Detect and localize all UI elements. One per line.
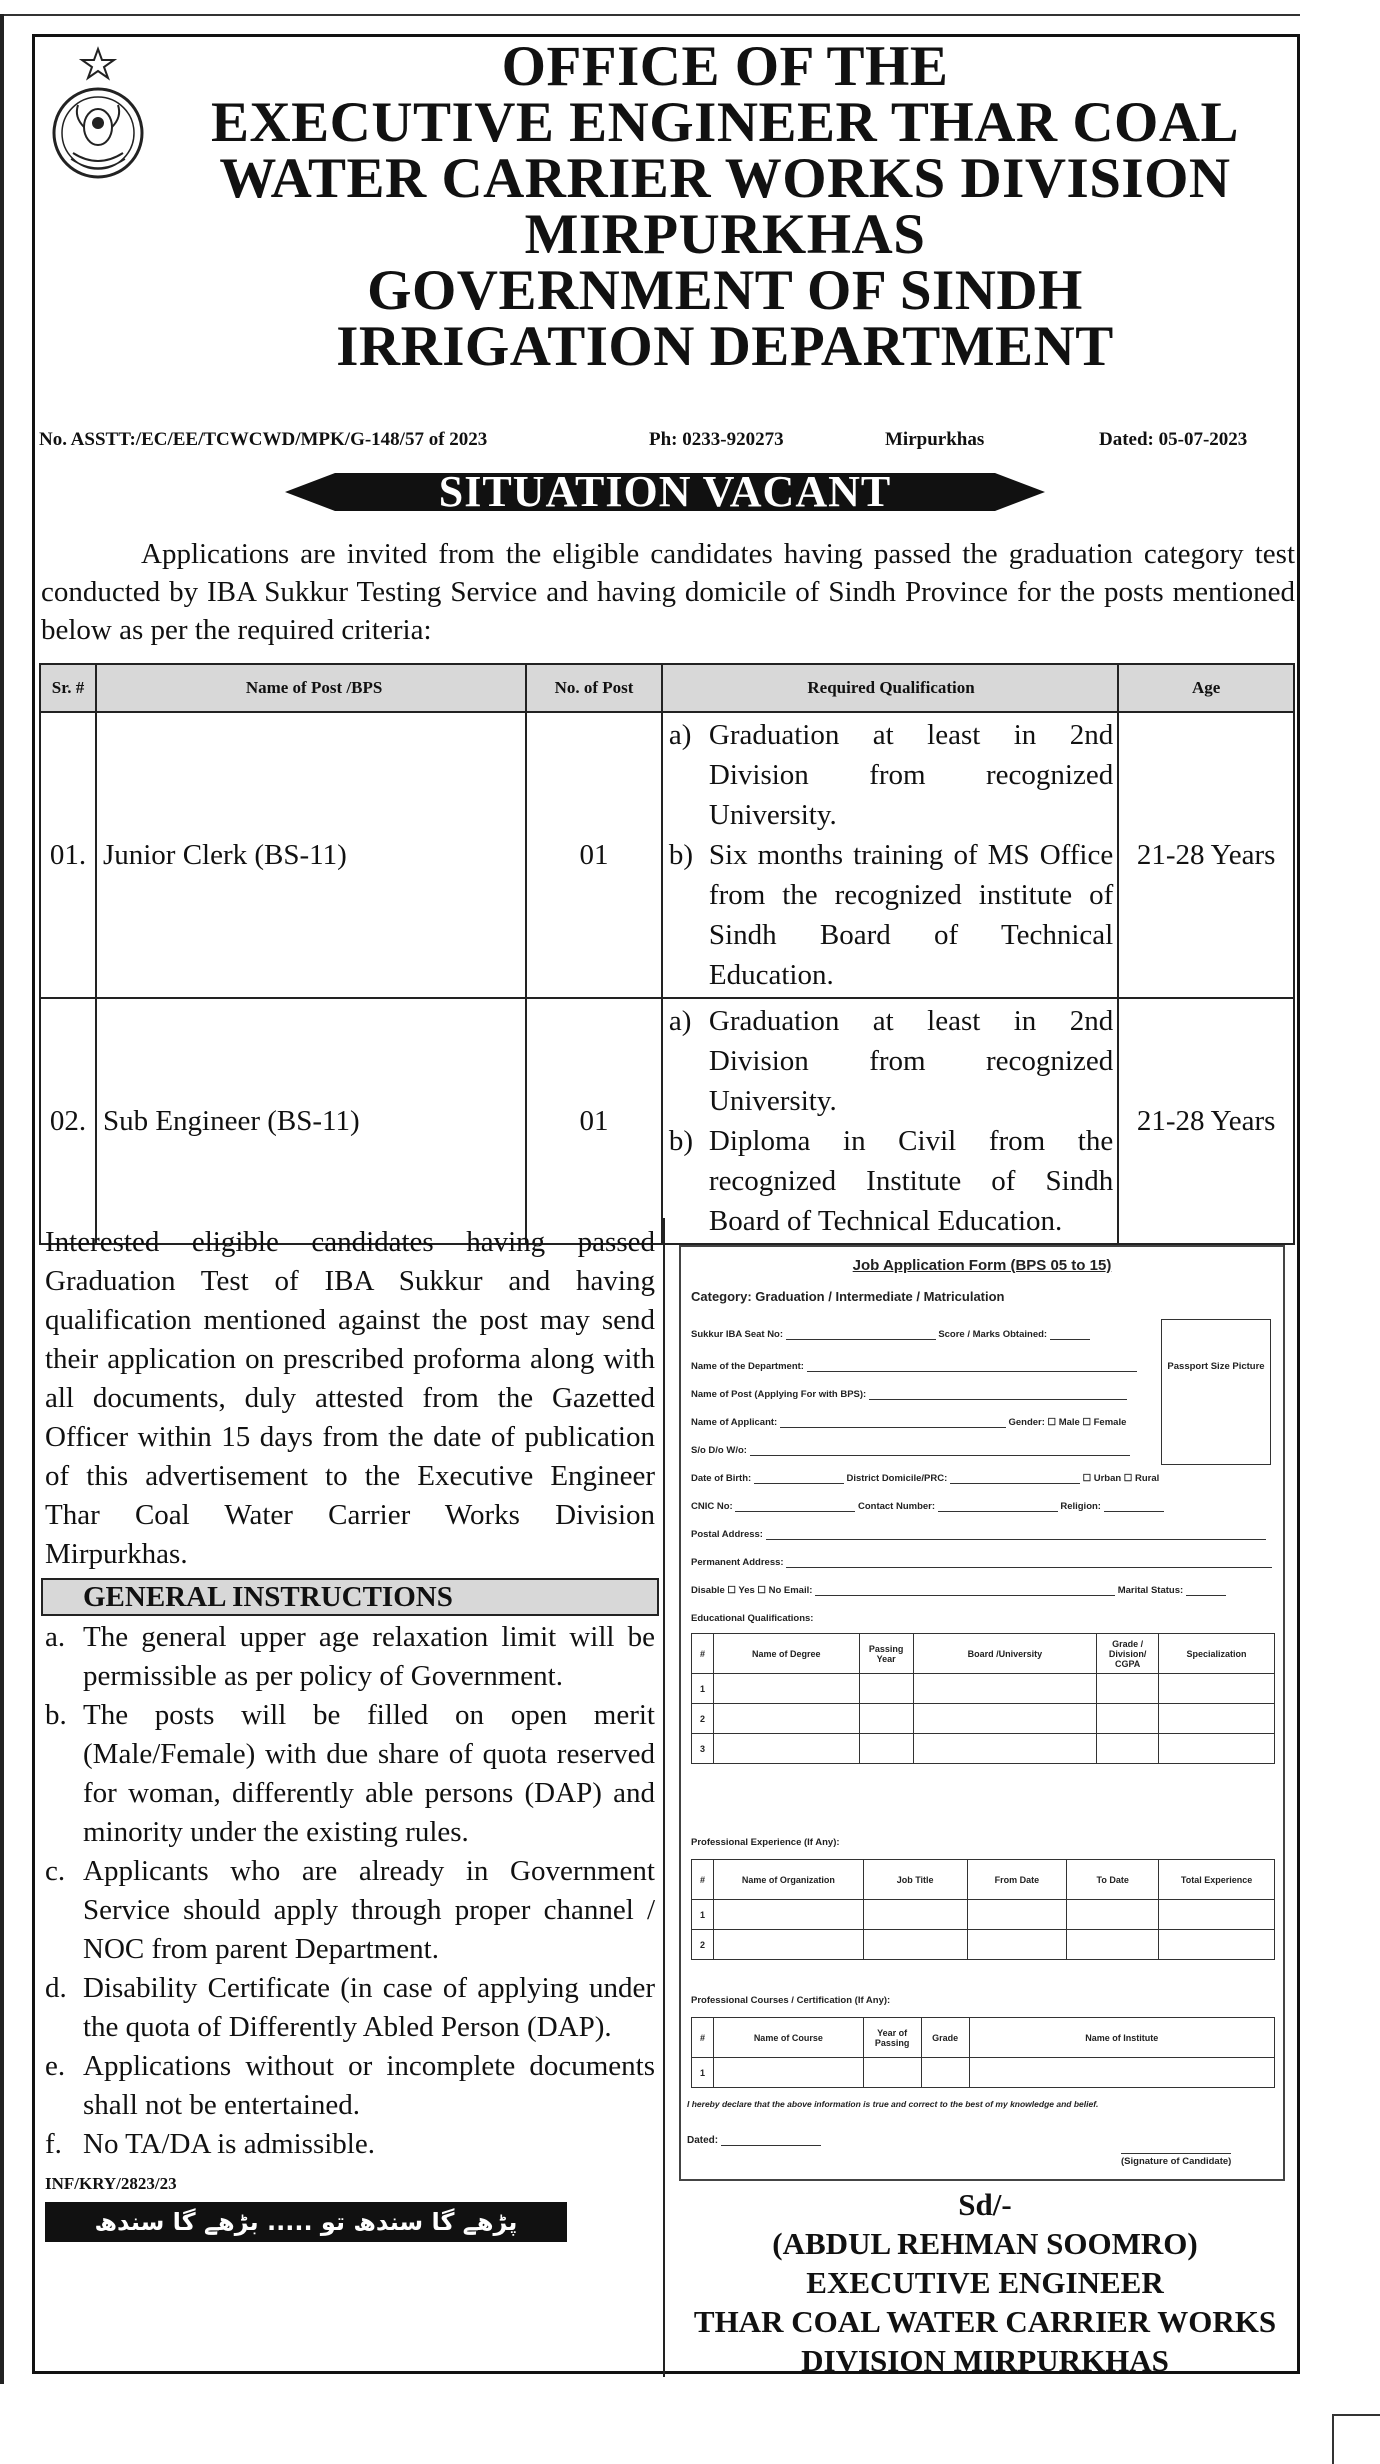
cell-sr: 02. [40,998,96,1244]
job-application-form [679,1245,1285,2181]
exp-row-number: 2 [692,1930,714,1960]
signatory-title: EXECUTIVE ENGINEER [806,2265,1164,2300]
posts-table-header [40,664,1294,712]
instruction-text: Applicants who are already in Government Service should apply through proper channel / NOC from parent Department. [83,1855,655,1965]
instruction-text: The general upper age relaxation limit will be permissible as per policy of Government. [83,1621,655,1692]
courses-table [691,2017,1275,2088]
experience-header-row [692,1860,1275,1900]
form-category: Category: Graduation / Intermediate / Matriculation [691,1289,1005,1304]
cell-age: 21-28 Years [1118,712,1294,998]
table-row [692,1704,1275,1734]
phone-number: Ph: 0233-920273 [649,429,784,450]
intro-paragraph [41,535,1295,649]
form-row-cnic [691,1501,1164,1512]
situation-vacant-banner [285,467,1045,517]
header-line-6: IRRIGATION DEPARTMENT [336,315,1114,378]
table-row [692,1930,1275,1960]
header-line-1: OFFICE OF THE [501,35,949,98]
form-row-post [691,1389,1127,1400]
reference-number: No. ASSTT:/EC/EE/TCWCWD/MPK/G-148/57 of 2023 [39,429,488,450]
col-no: No. of Post [526,664,662,712]
posts-table [39,663,1295,1245]
qualification-item [669,1001,1113,1121]
form-row-disable [691,1585,1226,1596]
edu-row-number: 3 [692,1734,714,1764]
cell-no: 01 [526,712,662,998]
post-label: Name of Post (Applying For with BPS): [691,1389,867,1400]
table-row [40,998,1294,1244]
inf-reference-code: INF/KRY/2823/23 [45,2174,177,2193]
left-column [45,1223,655,2242]
qualification-text: Graduation at least in 2nd Division from recognized University. [708,719,1114,831]
exp-col: Job Title [863,1860,967,1900]
experience-heading: Professional Experience (If Any): [691,1837,840,1848]
contact-label: Contact Number: [857,1501,936,1512]
instruction-label: e. [45,2050,66,2082]
course-row-number: 1 [692,2058,714,2088]
urban-rural-label: ☐ Urban ☐ Rural [1082,1473,1160,1484]
government-of-sindh-emblem-icon [43,45,153,195]
courses-header-row [692,2018,1275,2058]
header-line-5: GOVERNMENT OF SINDH [367,259,1083,322]
cell-qualification [662,712,1118,998]
form-row-relation [691,1445,1130,1456]
edu-col: # [692,1634,714,1674]
qualification-label: a) [668,1005,692,1037]
course-col: # [692,2018,714,2058]
course-col: Name of Course [713,2018,863,2058]
form-signature: (Signature of Candidate) [1121,2153,1231,2167]
instruction-text: The posts will be filled on open merit (Male/Female) with due share of quota reserved for woman, differently able persons (DAP) and minority under the existing rules. [83,1699,655,1848]
table-row [692,1674,1275,1704]
education-heading: Educational Qualifications: [691,1613,814,1624]
instruction-text: No TA/DA is admissible. [83,2128,375,2160]
instruction-item [45,2047,655,2125]
col-qual: Required Qualification [662,664,1118,712]
cell-sr: 01. [40,712,96,998]
cnic-label: CNIC No: [691,1501,733,1512]
table-row [40,712,1294,998]
instruction-item [45,1618,655,1696]
banner-title: SITUATION VACANT [438,467,892,516]
edu-col: Specialization [1159,1634,1275,1674]
cell-name: Junior Clerk (BS-11) [96,712,526,998]
page-top-rule [0,14,1300,16]
instruction-label: f. [45,2128,62,2160]
domicile-label: District Domicile/PRC: [846,1473,948,1484]
department-label: Name of the Department: [691,1361,804,1372]
edu-col: Grade / Division/ CGPA [1097,1634,1159,1674]
exp-col: From Date [967,1860,1067,1900]
seat-label: Sukkur IBA Seat No: [691,1329,784,1340]
signatory-name: (ABDUL REHMAN SOOMRO) [772,2226,1198,2261]
marital-label: Marital Status: [1117,1585,1184,1596]
instruction-text: Applications without or incomplete documents shall not be entertained. [83,2050,655,2121]
edu-col: Board /University [913,1634,1097,1674]
instruction-text: Disability Certificate (in case of applying under the quota of Differently Abled Person (DAP). [83,1972,655,2043]
exp-col: To Date [1067,1860,1159,1900]
qualification-item [669,715,1113,835]
city: Mirpurkhas [885,429,985,450]
experience-table [691,1859,1275,1960]
postal-label: Postal Address: [691,1529,763,1540]
exp-col: Name of Organization [713,1860,863,1900]
signature-block [665,2185,1305,2380]
form-row-postal [691,1529,1266,1540]
header-line-4: MIRPURKHAS [524,203,926,266]
qualification-label: b) [668,1125,694,1157]
form-row-permanent [691,1557,1272,1568]
applicant-label: Name of Applicant: [691,1417,778,1428]
qualification-label: a) [668,719,692,751]
form-declaration: I hereby declare that the above information is true and correct to the best of my knowledge and belief. [687,2099,1099,2109]
cell-name: Sub Engineer (BS-11) [96,998,526,1244]
sd-mark: Sd/- [958,2187,1012,2222]
cell-qualification [662,998,1118,1244]
course-col: Year of Passing [863,2018,921,2058]
qualification-text: Six months training of MS Office from the recognized institute of Sindh Board of Technical Education. [708,839,1114,991]
edu-row-number: 1 [692,1674,714,1704]
header-line-2: EXECUTIVE ENGINEER THAR COAL [210,91,1240,154]
form-row-dob [691,1473,1159,1484]
edu-col: Passing Year [859,1634,913,1674]
table-row [692,1734,1275,1764]
qualification-label: b) [668,839,694,871]
signatory-office-line-2: DIVISION MIRPURKHAS [801,2343,1169,2378]
exp-col: # [692,1860,714,1900]
cell-no: 01 [526,998,662,1244]
instruction-item [45,1696,655,1852]
gender-label: Gender: ☐ Male ☐ Female [1008,1417,1127,1428]
relation-label: S/o D/o W/o: [691,1445,747,1456]
dated: Dated: 05-07-2023 [1099,429,1248,450]
courses-heading: Professional Courses / Certification (If Any): [691,1995,891,2006]
qualification-item [669,835,1113,995]
instruction-label: b. [45,1699,67,1731]
cell-age: 21-28 Years [1118,998,1294,1244]
exp-col: Total Experience [1159,1860,1275,1900]
form-dated-label: Dated: [687,2135,719,2146]
education-table [691,1633,1275,1764]
score-label: Score / Marks Obtained: [938,1329,1048,1340]
form-dated [687,2135,821,2146]
advertisement [32,34,1300,2378]
passport-photo-box: Passport Size Picture [1161,1319,1271,1465]
exp-row-number: 1 [692,1900,714,1930]
urdu-slogan: پڑھے گا سندھ تو ..... بڑھے گا سندھ [45,2202,567,2242]
table-row [692,2058,1275,2088]
edu-col: Name of Degree [713,1634,859,1674]
form-row-applicant [691,1417,1126,1428]
signatory-office-line-1: THAR COAL WATER CARRIER WORKS [693,2304,1277,2339]
qualification-text: Graduation at least in 2nd Division from recognized University. [708,1005,1114,1117]
instruction-item [45,1852,655,1969]
instruction-label: d. [45,1972,67,2004]
edu-row-number: 2 [692,1704,714,1734]
education-header-row [692,1634,1275,1674]
col-age: Age [1118,664,1294,712]
office-header [155,35,1295,378]
qualification-item [669,1121,1113,1241]
page-left-rule [0,14,4,2384]
instruction-label: c. [45,1855,66,1887]
application-instructions-paragraph: Interested eligible candidates having passed Graduation Test of IBA Sukkur and having qualification mentioned against the post may send their application on prescribed proforma along with all documents, duly attested from the Gazetted Officer within 15 days from the date of publication of this advertisement to the Executive Engineer Thar Coal Water Carrier Works Division Mirpurkhas. [45,1226,655,1570]
form-row-seat [691,1329,1090,1340]
intro-text: Applications are invited from the eligible candidates having passed the graduation category test conducted by IBA Sukkur Testing Service and having domicile of Sindh Province for the posts mentioned below as per the required criteria: [41,538,1295,646]
dob-label: Date of Birth: [691,1473,752,1484]
instruction-label: a. [45,1621,66,1653]
general-instructions-heading: GENERAL INSTRUCTIONS [41,1578,659,1616]
course-col: Name of Institute [969,2018,1274,2058]
disable-label: Disable ☐ Yes ☐ No Email: [691,1585,813,1596]
religion-label: Religion: [1060,1501,1101,1512]
qualification-text: Diploma in Civil from the recognized Institute of Sindh Board of Technical Education. [708,1125,1114,1237]
col-name: Name of Post /BPS [96,664,526,712]
header-line-3: WATER CARRIER WORKS DIVISION [219,147,1231,210]
instruction-item [45,2125,655,2164]
form-title: Job Application Form (BPS 05 to 15) [852,1257,1112,1274]
general-instructions-list [45,1618,655,2164]
permanent-label: Permanent Address: [691,1557,784,1568]
table-row [692,1900,1275,1930]
col-sr: Sr. # [40,664,96,712]
course-col: Grade [921,2018,969,2058]
form-row-department [691,1361,1137,1372]
page-corner-mark [1332,2414,1380,2464]
instruction-item [45,1969,655,2047]
